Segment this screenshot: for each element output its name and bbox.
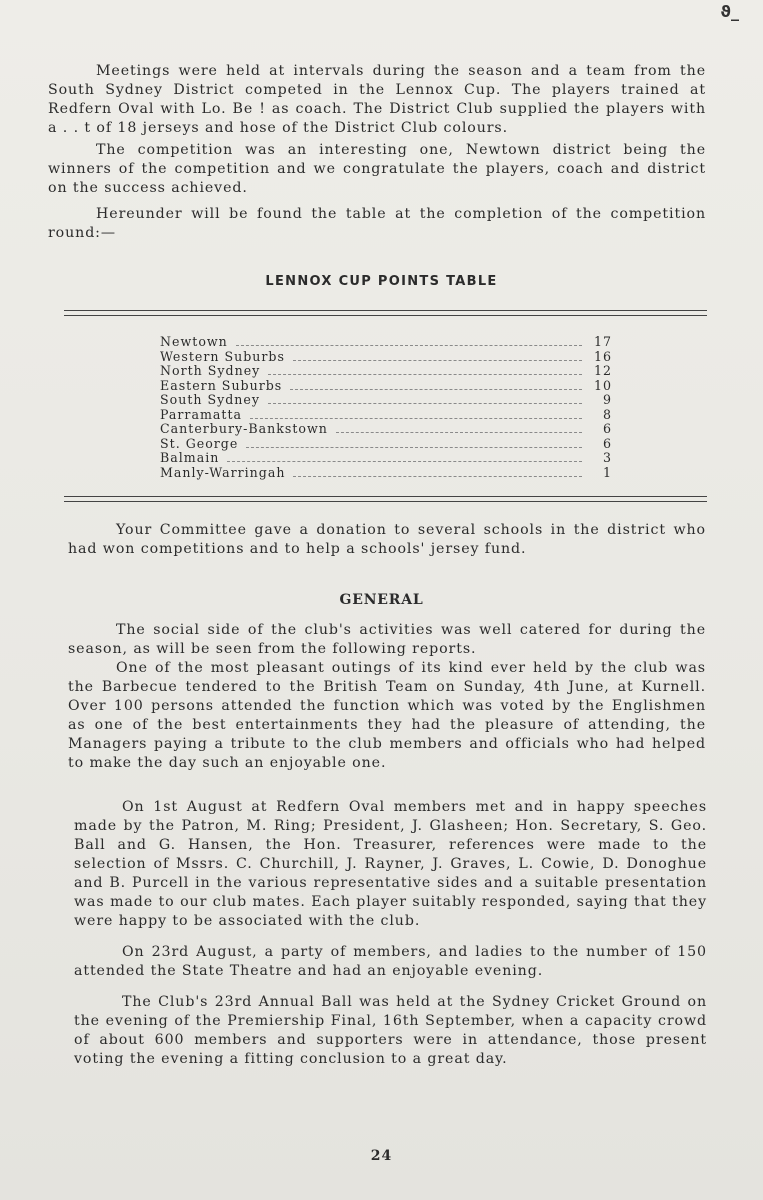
- team-points: 1: [602, 464, 612, 480]
- team-points: 16: [593, 348, 612, 364]
- general-section-b: [74, 798, 707, 1069]
- table-top-rule: [64, 310, 707, 316]
- intro-paragraph-1: Meetings were held at intervals during the season and a team from the South Sydney District competed in the Lennox Cup. The players trained at Redfern Oval with Lo. Be ! as coach. The District Club supplied the players with a . . t of 18 jerseys and hose of the District Club colours.: [48, 63, 706, 136]
- table-row: [160, 335, 612, 350]
- leader-dots: [250, 418, 582, 419]
- team-points: 17: [593, 334, 612, 349]
- team-points: 6: [602, 435, 612, 451]
- general-paragraph-3: On 1st August at Redfern Oval members met and in happy speeches made by the Patron, M. Ring; President, J. Glasheen; Hon. Secretary, S. Geo. Ball and G. Hansen, the Hon. Treasurer, references were made to the selection of Mssrs. C. Churchill, J. Rayner, J. Graves, L. Cowie, D. Donoghue and B. Purcell in the various representative sides and a suitable presentation was made to our club mates. Each player suitably responded, saying that they were happy to be associated with the club.: [74, 799, 707, 929]
- team-name: Eastern Suburbs: [160, 377, 283, 393]
- leader-dots: [293, 476, 582, 477]
- team-name: Manly-Warringah: [160, 464, 286, 480]
- team-name: North Sydney: [160, 363, 261, 378]
- team-name: Canterbury-Bankstown: [160, 421, 328, 436]
- general-paragraph-1: The social side of the club's activities was well catered for during the season, as will be seen from the following reports.: [68, 622, 706, 657]
- points-table: [160, 335, 612, 480]
- table-row: [160, 437, 612, 452]
- team-name: Newtown: [160, 334, 228, 349]
- table-row: [160, 466, 612, 481]
- leader-dots: [336, 432, 582, 433]
- table-row: [160, 422, 612, 437]
- team-points: 8: [602, 406, 612, 422]
- table-title: LENNOX CUP POINTS TABLE: [265, 274, 498, 289]
- leader-dots: [227, 461, 582, 462]
- committee-section: [68, 521, 706, 559]
- team-name: Western Suburbs: [160, 348, 285, 364]
- team-points: 10: [593, 377, 612, 393]
- page-number: 24: [370, 1148, 393, 1164]
- general-heading: GENERAL: [339, 592, 424, 608]
- team-points: 12: [593, 363, 612, 378]
- team-name: South Sydney: [160, 392, 260, 407]
- table-row: [160, 451, 612, 466]
- team-name: Parramatta: [160, 406, 243, 422]
- table-row: [160, 379, 612, 394]
- team-points: 3: [602, 450, 612, 465]
- corner-mark: ϑ_: [720, 2, 739, 21]
- leader-dots: [246, 447, 582, 448]
- leader-dots: [293, 360, 582, 361]
- team-name: Balmain: [160, 450, 220, 465]
- general-paragraph-5: The Club's 23rd Annual Ball was held at the Sydney Cricket Ground on the evening of the Premiership Final, 16th September, when a capacity crowd of about 600 members and supporters were in attendance, those present voting the evening a fitting conclusion to a great day.: [74, 994, 707, 1067]
- table-row: [160, 408, 612, 423]
- table-bottom-rule: [64, 496, 707, 502]
- table-row: [160, 364, 612, 379]
- leader-dots: [290, 389, 582, 390]
- committee-paragraph: Your Committee gave a donation to several schools in the district who had won competitions and to help a schools' jersey fund.: [68, 522, 706, 557]
- general-paragraph-4: On 23rd August, a party of members, and ladies to the number of 150 attended the State Theatre and had an enjoyable evening.: [74, 944, 707, 979]
- intro-section: [48, 62, 706, 243]
- leader-dots: [236, 345, 582, 346]
- table-row: [160, 393, 612, 408]
- team-points: 9: [602, 392, 612, 407]
- intro-paragraph-2: The competition was an interesting one, Newtown district being the winners of the competition and we congratulate the players, coach and district on the success achieved.: [48, 142, 706, 196]
- intro-paragraph-3: Hereunder will be found the table at the completion of the competition round:—: [48, 206, 706, 241]
- leader-dots: [268, 374, 582, 375]
- general-paragraph-2: One of the most pleasant outings of its kind ever held by the club was the Barbecue tendered to the British Team on Sunday, 4th June, at Kurnell. Over 100 persons attended the function which was voted by the Englishmen as one of the best entertainments they had the pleasure of attending, the Managers paying a tribute to the club members and officials who had helped to make the day such an enjoyable one.: [68, 660, 706, 771]
- general-section-a: [68, 621, 706, 773]
- table-row: [160, 350, 612, 365]
- team-name: St. George: [160, 435, 239, 451]
- leader-dots: [268, 403, 582, 404]
- team-points: 6: [602, 421, 612, 436]
